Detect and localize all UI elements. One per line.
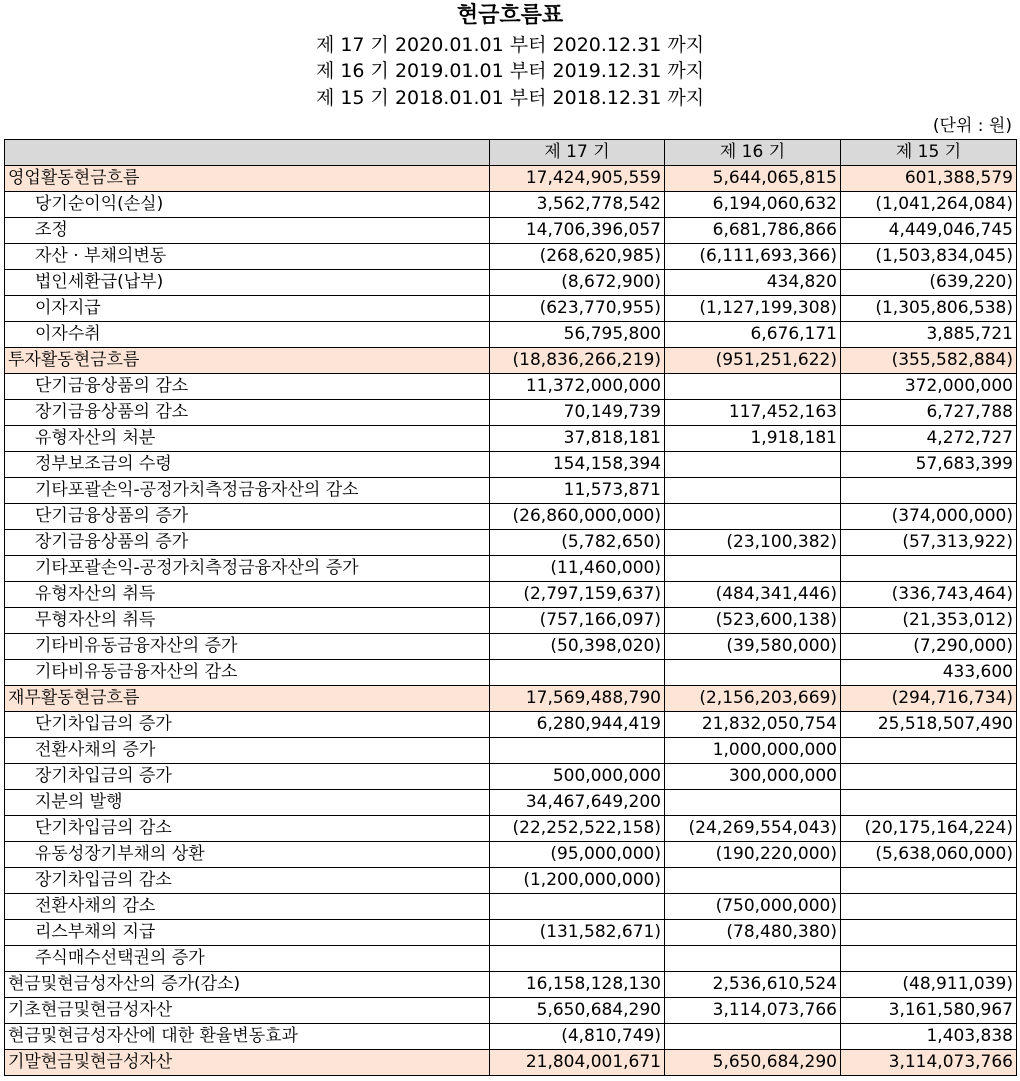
- value-period-15: (639,220): [841, 270, 1017, 296]
- value-period-16: (190,220,000): [665, 842, 841, 868]
- table-row: [5, 452, 1017, 478]
- table-header-row: [5, 140, 1017, 166]
- value-period-17: 11,573,871: [490, 478, 665, 504]
- value-period-16: 117,452,163: [665, 400, 841, 426]
- table-row: [5, 192, 1017, 218]
- value-period-16: 5,650,684,290: [665, 1050, 841, 1076]
- table-row: [5, 894, 1017, 920]
- value-period-15: (57,313,922): [841, 530, 1017, 556]
- value-period-15: 372,000,000: [841, 374, 1017, 400]
- value-period-15: (5,638,060,000): [841, 842, 1017, 868]
- value-period-15: 3,161,580,967: [841, 998, 1017, 1024]
- value-period-15: [841, 764, 1017, 790]
- value-period-16: (484,341,446): [665, 582, 841, 608]
- value-period-17: (95,000,000): [490, 842, 665, 868]
- row-label: 단기금융상품의 감소: [5, 374, 490, 400]
- header-period-17: 제 17 기: [490, 140, 665, 166]
- value-period-16: 6,681,786,866: [665, 218, 841, 244]
- statement-header: [0, 0, 1020, 138]
- value-period-17: (5,782,650): [490, 530, 665, 556]
- value-period-16: [665, 504, 841, 530]
- value-period-17: [490, 946, 665, 972]
- value-period-16: 6,194,060,632: [665, 192, 841, 218]
- table-row: [5, 1024, 1017, 1050]
- value-period-16: (750,000,000): [665, 894, 841, 920]
- value-period-15: 601,388,579: [841, 166, 1017, 192]
- value-period-17: 500,000,000: [490, 764, 665, 790]
- value-period-15: (20,175,164,224): [841, 816, 1017, 842]
- row-label: 장기차입금의 감소: [5, 868, 490, 894]
- table-row: [5, 634, 1017, 660]
- period-line-17: 제 17 기 2020.01.01 부터 2020.12.31 까지: [315, 34, 705, 56]
- row-label: 이자지급: [5, 296, 490, 322]
- row-label: 기타포괄손익-공정가치측정금융자산의 감소: [5, 478, 490, 504]
- value-period-17: [490, 738, 665, 764]
- value-period-16: [665, 374, 841, 400]
- row-label: 장기금융상품의 증가: [5, 530, 490, 556]
- value-period-16: 2,536,610,524: [665, 972, 841, 998]
- table-row: [5, 738, 1017, 764]
- value-period-15: 3,885,721: [841, 322, 1017, 348]
- value-period-16: [665, 478, 841, 504]
- value-period-17: 17,569,488,790: [490, 686, 665, 712]
- value-period-15: (1,041,264,084): [841, 192, 1017, 218]
- table-row: [5, 816, 1017, 842]
- value-period-17: 34,467,649,200: [490, 790, 665, 816]
- table-row: [5, 348, 1017, 374]
- value-period-17: 37,818,181: [490, 426, 665, 452]
- value-period-17: 5,650,684,290: [490, 998, 665, 1024]
- value-period-17: 56,795,800: [490, 322, 665, 348]
- row-label: 재무활동현금흐름: [5, 686, 490, 712]
- row-label: 현금및현금성자산에 대한 환율변동효과: [5, 1024, 490, 1050]
- table-row: [5, 374, 1017, 400]
- row-label: 자산 · 부채의변동: [5, 244, 490, 270]
- header-period-16: 제 16 기: [665, 140, 841, 166]
- value-period-17: 11,372,000,000: [490, 374, 665, 400]
- value-period-15: [841, 790, 1017, 816]
- value-period-17: 14,706,396,057: [490, 218, 665, 244]
- value-period-15: [841, 478, 1017, 504]
- table-row: [5, 322, 1017, 348]
- table-row: [5, 478, 1017, 504]
- value-period-15: 25,518,507,490: [841, 712, 1017, 738]
- value-period-15: (1,503,834,045): [841, 244, 1017, 270]
- table-row: [5, 270, 1017, 296]
- row-label: 지분의 발행: [5, 790, 490, 816]
- row-label: 당기순이익(손실): [5, 192, 490, 218]
- value-period-17: (1,200,000,000): [490, 868, 665, 894]
- value-period-15: (48,911,039): [841, 972, 1017, 998]
- value-period-17: 154,158,394: [490, 452, 665, 478]
- table-row: [5, 296, 1017, 322]
- table-row: [5, 660, 1017, 686]
- table-body: [5, 166, 1017, 1076]
- value-period-15: [841, 920, 1017, 946]
- value-period-15: (294,716,734): [841, 686, 1017, 712]
- value-period-17: (11,460,000): [490, 556, 665, 582]
- row-label: 장기금융상품의 감소: [5, 400, 490, 426]
- row-label: 단기금융상품의 증가: [5, 504, 490, 530]
- value-period-16: 1,918,181: [665, 426, 841, 452]
- table-row: [5, 426, 1017, 452]
- table-row: [5, 166, 1017, 192]
- value-period-15: (21,353,012): [841, 608, 1017, 634]
- value-period-15: 57,683,399: [841, 452, 1017, 478]
- value-period-17: 70,149,739: [490, 400, 665, 426]
- value-period-15: (1,305,806,538): [841, 296, 1017, 322]
- header-label-cell: [5, 140, 490, 166]
- row-label: 단기차입금의 증가: [5, 712, 490, 738]
- value-period-15: 433,600: [841, 660, 1017, 686]
- value-period-16: 21,832,050,754: [665, 712, 841, 738]
- row-label: 정부보조금의 수령: [5, 452, 490, 478]
- table-row: [5, 998, 1017, 1024]
- value-period-15: [841, 738, 1017, 764]
- value-period-16: 1,000,000,000: [665, 738, 841, 764]
- value-period-15: [841, 894, 1017, 920]
- table-row: [5, 530, 1017, 556]
- value-period-16: (78,480,380): [665, 920, 841, 946]
- value-period-17: (50,398,020): [490, 634, 665, 660]
- value-period-16: [665, 790, 841, 816]
- value-period-15: [841, 868, 1017, 894]
- value-period-16: [665, 556, 841, 582]
- value-period-16: 6,676,171: [665, 322, 841, 348]
- value-period-15: (355,582,884): [841, 348, 1017, 374]
- value-period-16: [665, 946, 841, 972]
- value-period-16: (2,156,203,669): [665, 686, 841, 712]
- value-period-16: [665, 868, 841, 894]
- value-period-16: 3,114,073,766: [665, 998, 841, 1024]
- row-label: 기말현금및현금성자산: [5, 1050, 490, 1076]
- row-label: 기타비유동금융자산의 증가: [5, 634, 490, 660]
- table-row: [5, 920, 1017, 946]
- period-line-16: 제 16 기 2019.01.01 부터 2019.12.31 까지: [315, 60, 705, 82]
- value-period-15: [841, 556, 1017, 582]
- row-label: 주식매수선택권의 증가: [5, 946, 490, 972]
- table-row: [5, 244, 1017, 270]
- statement-title: 현금흐름표: [456, 3, 564, 28]
- value-period-15: 1,403,838: [841, 1024, 1017, 1050]
- table-row: [5, 608, 1017, 634]
- row-label: 장기차입금의 증가: [5, 764, 490, 790]
- value-period-15: 4,449,046,745: [841, 218, 1017, 244]
- value-period-17: [490, 660, 665, 686]
- value-period-16: (1,127,199,308): [665, 296, 841, 322]
- table-row: [5, 946, 1017, 972]
- row-label: 영업활동현금흐름: [5, 166, 490, 192]
- value-period-16: [665, 452, 841, 478]
- value-period-15: (7,290,000): [841, 634, 1017, 660]
- header-period-15: 제 15 기: [841, 140, 1017, 166]
- table-row: [5, 400, 1017, 426]
- unit-label: (단위 : 원): [932, 116, 1012, 136]
- value-period-16: (23,100,382): [665, 530, 841, 556]
- value-period-16: (6,111,693,366): [665, 244, 841, 270]
- value-period-15: [841, 946, 1017, 972]
- value-period-17: (2,797,159,637): [490, 582, 665, 608]
- value-period-16: [665, 1024, 841, 1050]
- table-row: [5, 712, 1017, 738]
- row-label: 기초현금및현금성자산: [5, 998, 490, 1024]
- table-row: [5, 504, 1017, 530]
- value-period-17: 17,424,905,559: [490, 166, 665, 192]
- cash-flow-table: [4, 139, 1017, 1076]
- value-period-17: 16,158,128,130: [490, 972, 665, 998]
- table-row: [5, 582, 1017, 608]
- table-row: [5, 842, 1017, 868]
- value-period-15: (336,743,464): [841, 582, 1017, 608]
- value-period-17: (757,166,097): [490, 608, 665, 634]
- value-period-17: (26,860,000,000): [490, 504, 665, 530]
- value-period-17: 6,280,944,419: [490, 712, 665, 738]
- table-row: [5, 790, 1017, 816]
- value-period-17: [490, 894, 665, 920]
- row-label: 전환사채의 증가: [5, 738, 490, 764]
- value-period-16: (39,580,000): [665, 634, 841, 660]
- value-period-15: 6,727,788: [841, 400, 1017, 426]
- value-period-17: 3,562,778,542: [490, 192, 665, 218]
- row-label: 기타포괄손익-공정가치측정금융자산의 증가: [5, 556, 490, 582]
- row-label: 법인세환급(납부): [5, 270, 490, 296]
- value-period-16: (523,600,138): [665, 608, 841, 634]
- value-period-17: (18,836,266,219): [490, 348, 665, 374]
- row-label: 현금및현금성자산의 증가(감소): [5, 972, 490, 998]
- table-row: [5, 218, 1017, 244]
- row-label: 유동성장기부채의 상환: [5, 842, 490, 868]
- value-period-15: 4,272,727: [841, 426, 1017, 452]
- table-row: [5, 686, 1017, 712]
- value-period-17: 21,804,001,671: [490, 1050, 665, 1076]
- row-label: 투자활동현금흐름: [5, 348, 490, 374]
- row-label: 전환사채의 감소: [5, 894, 490, 920]
- table-row: [5, 1050, 1017, 1076]
- row-label: 리스부채의 지급: [5, 920, 490, 946]
- table-row: [5, 764, 1017, 790]
- row-label: 기타비유동금융자산의 감소: [5, 660, 490, 686]
- value-period-17: (268,620,985): [490, 244, 665, 270]
- row-label: 단기차입금의 감소: [5, 816, 490, 842]
- row-label: 이자수취: [5, 322, 490, 348]
- period-line-15: 제 15 기 2018.01.01 부터 2018.12.31 까지: [315, 87, 705, 109]
- value-period-16: 5,644,065,815: [665, 166, 841, 192]
- value-period-16: (24,269,554,043): [665, 816, 841, 842]
- value-period-16: 434,820: [665, 270, 841, 296]
- table-row: [5, 972, 1017, 998]
- value-period-17: (22,252,522,158): [490, 816, 665, 842]
- value-period-16: [665, 660, 841, 686]
- row-label: 유형자산의 처분: [5, 426, 490, 452]
- table-row: [5, 556, 1017, 582]
- value-period-15: (374,000,000): [841, 504, 1017, 530]
- table-row: [5, 868, 1017, 894]
- value-period-16: 300,000,000: [665, 764, 841, 790]
- row-label: 유형자산의 취득: [5, 582, 490, 608]
- value-period-17: (623,770,955): [490, 296, 665, 322]
- value-period-17: (131,582,671): [490, 920, 665, 946]
- value-period-17: (4,810,749): [490, 1024, 665, 1050]
- value-period-17: (8,672,900): [490, 270, 665, 296]
- row-label: 조정: [5, 218, 490, 244]
- row-label: 무형자산의 취득: [5, 608, 490, 634]
- value-period-15: 3,114,073,766: [841, 1050, 1017, 1076]
- value-period-16: (951,251,622): [665, 348, 841, 374]
